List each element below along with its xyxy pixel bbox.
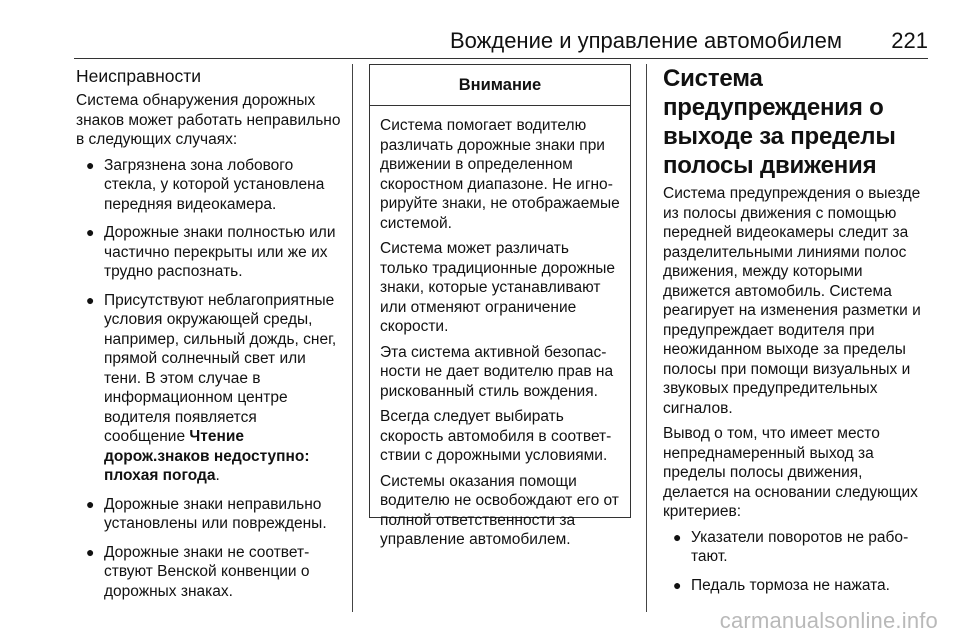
list-item: ● Дорожные знаки неправильно установлены или повреждены. bbox=[86, 495, 327, 532]
bullet-icon: ● bbox=[86, 156, 95, 173]
warning-body bbox=[370, 106, 630, 550]
intro-paragraph: Система обнаружения дорожных знаков может работать неправильно в следующих случаях: bbox=[76, 92, 341, 148]
warning-box bbox=[369, 64, 631, 548]
warning-paragraph: Эта система активной безопасности не дает водителю прав на рискованный стиль вождения. bbox=[380, 343, 614, 400]
bullet-icon: ● bbox=[86, 495, 95, 512]
list-item: ● Дорожные знаки не соответствуют Венской конвенции о дорожных знаках. bbox=[86, 543, 310, 600]
column-divider bbox=[352, 64, 353, 612]
section-heading-malfunctions: Неисправности bbox=[76, 66, 202, 86]
header-rule bbox=[74, 58, 928, 59]
page-title: Вождение и управление автомобилем bbox=[449, 28, 842, 53]
list-item: ● Загрязнена зона лобового стекла, у которой установлена передняя видеокамера. bbox=[86, 156, 325, 213]
message-text: Чтение дорож.знаков недоступно: плохая погода bbox=[104, 428, 310, 484]
criteria-list bbox=[663, 528, 929, 596]
list-item: ● Указатели поворотов не работают. bbox=[673, 528, 909, 565]
bullet-icon: ● bbox=[86, 291, 95, 308]
warning-paragraph: Система может различать только традиционные дорожные знаки, которые устанавливают или отменяют ограничение скорости. bbox=[380, 240, 616, 335]
list-item: ● Педаль тормоза не нажата. bbox=[673, 576, 890, 594]
warning-paragraph: Системы оказания помощи водителю не освобождают его от полной ответственности за управление автомобилем. bbox=[380, 472, 619, 548]
warning-paragraph: Система помогает водителю различать дорожные знаки при движении в определенном скоростном диапазоне. Не игнорируйте знаки, не отображаемые системой. bbox=[380, 117, 620, 232]
malfunction-list bbox=[76, 156, 342, 602]
column-right bbox=[663, 60, 929, 604]
warning-paragraph: Всегда следует выбирать скорость автомобиля в соответствии с дорожными условиями. bbox=[380, 408, 612, 464]
column-divider bbox=[646, 64, 647, 612]
section-heading-lane-departure: Система предупреждения о выходе за пределы полосы движения bbox=[663, 65, 896, 179]
page-number: 221 bbox=[891, 28, 928, 53]
body-paragraph: Вывод о том, что имеет место непреднамеренный выход за пределы полосы движения, делается на основании следующих критериев: bbox=[663, 425, 918, 520]
body-paragraph: Система предупреждения о выезде из полосы движения с помощью передней видеокамеры следит за разделительными линиями полос движения, между которыми движется автомобиль. Система реагирует на изменения разметки и предупреждает водителя при неожиданном выходе за пределы полосы при помощи визуальных и звуковых предупредительных сигналов. bbox=[663, 185, 921, 417]
bullet-icon: ● bbox=[86, 543, 95, 560]
page-header bbox=[0, 28, 960, 58]
bullet-icon: ● bbox=[673, 576, 682, 593]
bullet-icon: ● bbox=[673, 528, 682, 545]
list-item: ● Дорожные знаки полностью или частично перекрыты или же их трудно распознать. bbox=[86, 224, 336, 280]
list-item: ● Присутствуют неблагоприятные условия окружающей среды, например, сильный дождь, снег, прямой солнечный свет или тени. В этом случае в информационном центре водителя появляется сообщение Чтение дорож.знаков недоступно: плохая погода. bbox=[86, 291, 337, 484]
watermark: carmanualsonline.info bbox=[719, 608, 938, 633]
bullet-icon: ● bbox=[86, 224, 95, 240]
column-left bbox=[76, 60, 342, 610]
warning-title: Внимание bbox=[370, 65, 630, 106]
